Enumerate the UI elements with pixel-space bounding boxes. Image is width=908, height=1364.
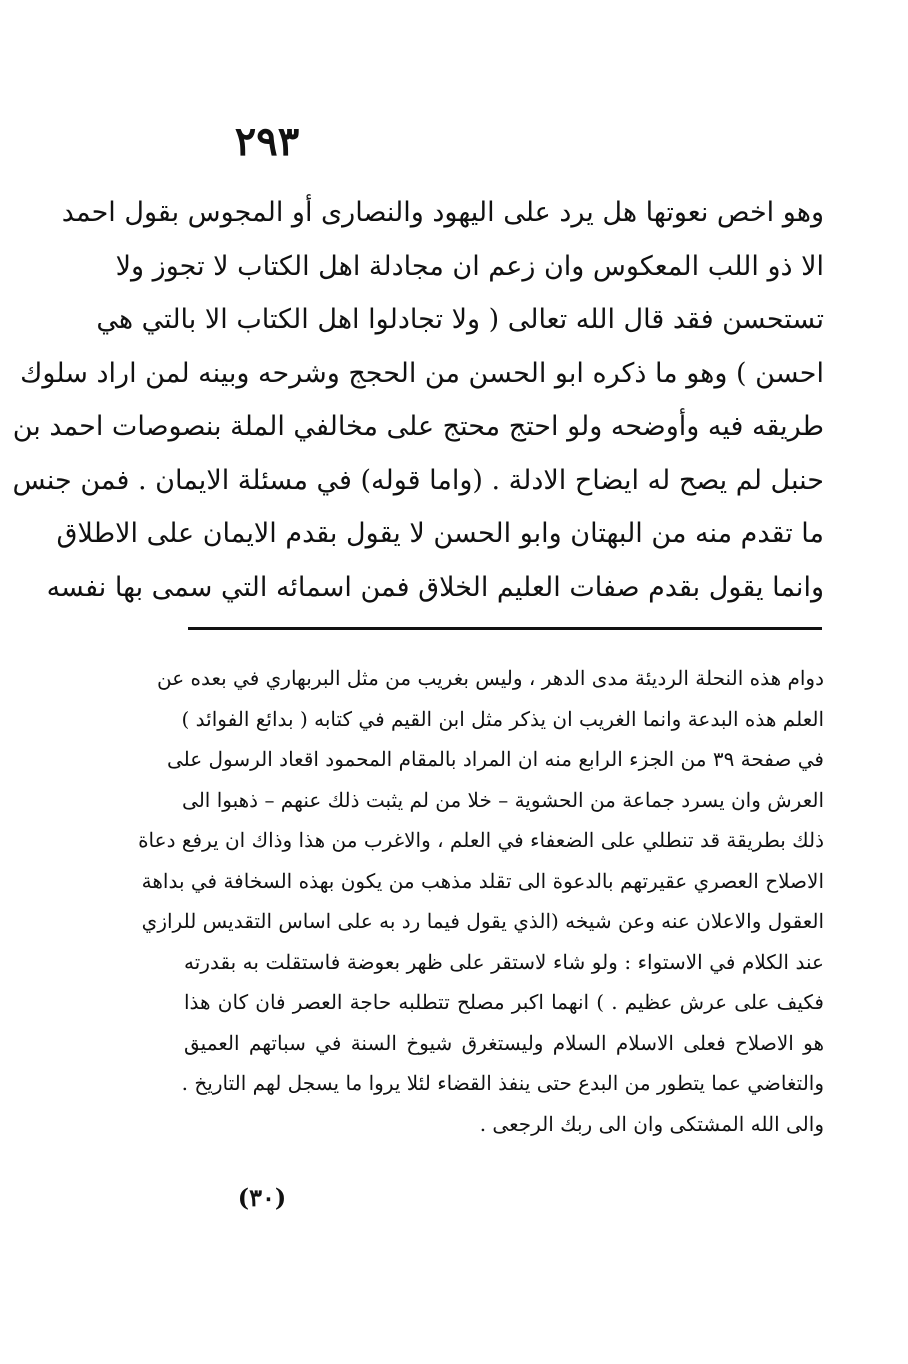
footnote-divider xyxy=(188,627,822,630)
page-number: ٢٩٣ xyxy=(234,118,300,165)
footnote-line: العقول والاعلان عنه وعن شيخه (الذي يقول فيما رد به على اساس التقديس للرازي xyxy=(141,909,824,933)
main-text-line: احسن ) وهو ما ذكره ابو الحسن من الحجج وشرحه وبينه لمن اراد سلوك xyxy=(20,357,824,389)
footnote-line: في صفحة ٣٩ من الجزء الرابع منه ان المراد بالمقام المحمود اقعاد الرسول على xyxy=(166,747,824,771)
footnote-line: العلم هذه البدعة وانما الغريب ان يذكر مثل ابن القيم في كتابه ( بدائع الفوائد ) xyxy=(181,706,824,731)
footnote-line: عند الكلام في الاستواء : ولو شاء لاستقر على ظهر بعوضة فاستقلت به بقدرته xyxy=(184,949,824,974)
main-text-line: تستحسن فقد قال الله تعالى ( ولا تجادلوا اهل الكتاب الا بالتي هي xyxy=(96,304,824,335)
footnote-line: ذلك بطريقة قد تنطلي على الضعفاء في العلم ، والاغرب من هذا وذاك ان يرفع دعاة xyxy=(138,828,824,852)
main-text-line: حنبل لم يصح له ايضاح الادلة . (واما قوله) في مسئلة الايمان . فمن جنس xyxy=(12,464,824,496)
footnote-line: العرش وان يسرد جماعة من الحشوية – خلا من لم يثبت ذلك عنهم – ذهبوا الى xyxy=(182,787,824,812)
footnote-line: الاصلاح العصري عقيرتهم بالدعوة الى تقلد مذهب من يكون بهذه السخافة في بداهة xyxy=(141,868,824,893)
footnote-line: والى الله المشتكى وان الى ربك الرجعى . xyxy=(479,1111,824,1136)
main-text-line: الا ذو اللب المعكوس وان زعم ان مجادلة اهل الكتاب لا تجوز ولا xyxy=(115,250,824,282)
main-text-block xyxy=(12,186,824,614)
footer-signature-number: (٣٠) xyxy=(237,1183,287,1212)
main-text-line: وانما يقول بقدم صفات العليم الخلاق فمن اسمائه التي سمى بها نفسه xyxy=(46,571,824,603)
footnote-line: هو الاصلاح فعلى الاسلام السلام وليستغرق شيوخ السنة في سباتهم العميق xyxy=(184,1030,824,1055)
footnote-line: فكيف على عرش عظيم . ) انهما اكبر مصلح تتطلبه حاجة العصر فان كان هذا xyxy=(184,990,824,1014)
footnote-block xyxy=(138,658,824,1144)
main-text-line: ما تقدم منه من البهتان وابو الحسن لا يقول بقدم الايمان على الاطلاق xyxy=(56,518,824,549)
main-text-line: طريقه فيه وأوضحه ولو احتج محتج على مخالفي الملة بنصوصات احمد بن xyxy=(12,411,824,442)
footnote-line: والتغاضي عما يتطور من البدع حتى ينفذ القضاء لئلا يروا ما يسجل لهم التاريخ . xyxy=(181,1071,824,1095)
main-text-line: وهو اخص نعوتها هل يرد على اليهود والنصارى أو المجوس بقول احمد xyxy=(61,197,824,228)
footnote-line: دوام هذه النحلة الرديئة مدى الدهر ، وليس بغريب من مثل البربهاري في بعده عن xyxy=(156,666,824,690)
